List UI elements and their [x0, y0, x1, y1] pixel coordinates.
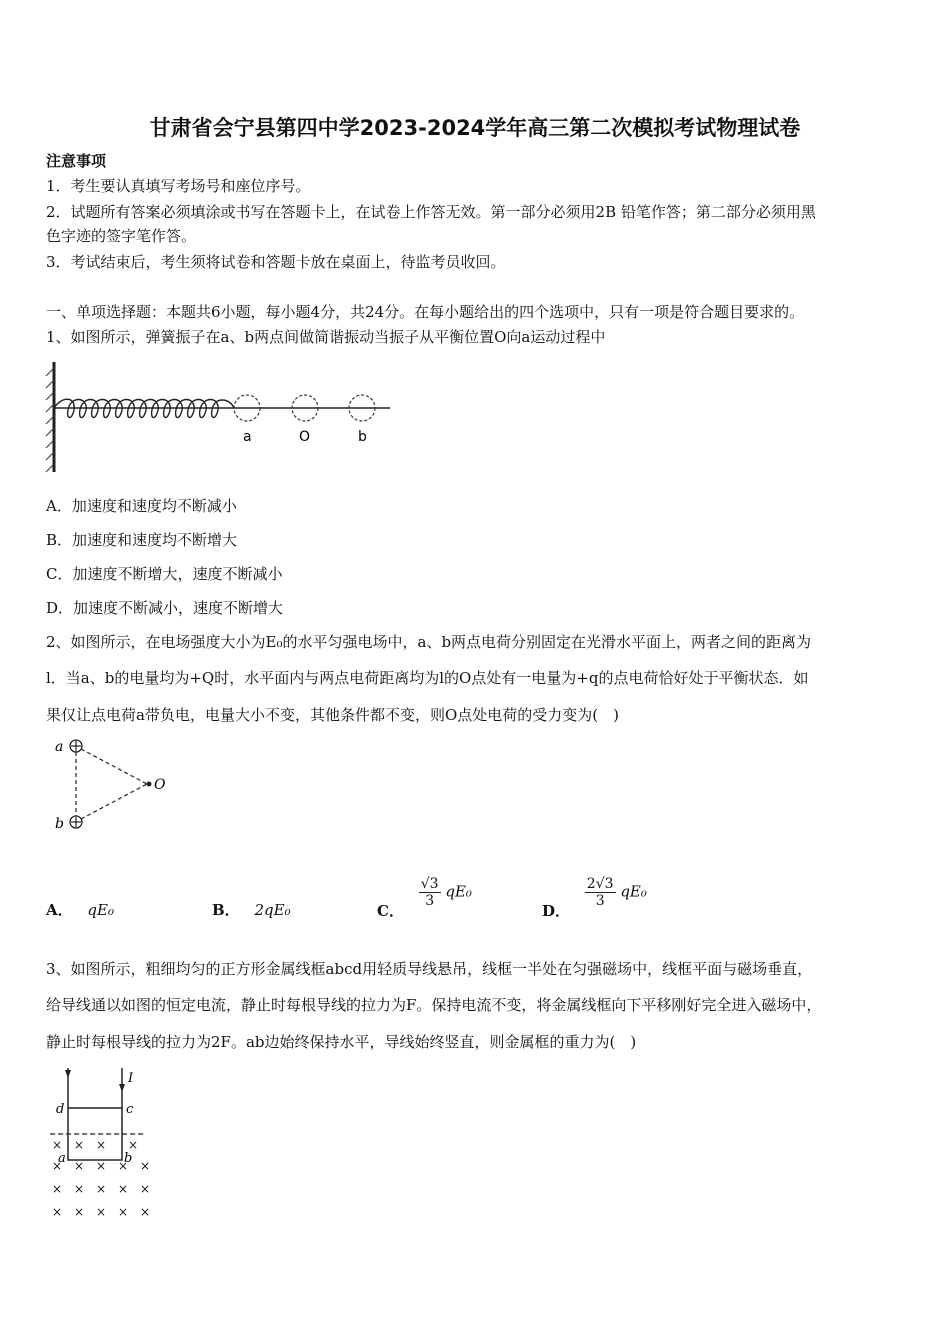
svg-text:×: × [118, 1182, 129, 1196]
spring-oscillator-figure [40, 358, 400, 478]
svg-text:×: × [96, 1182, 107, 1196]
label-b: b [55, 816, 64, 832]
section-heading: 一、单项选择题：本题共6小题，每小题4分，共24分。在每小题给出的四个选项中，只有一项是符合题目要求的。 [46, 303, 805, 321]
q2-stem-line2: l．当a、b的电量均为+Q时，水平面内与两点电荷距离均为l的O点处有一电量为+q的点电荷恰好处于平衡状态．如 [46, 669, 809, 687]
label-a: a [55, 739, 64, 755]
q1-option-a: A．加速度和速度均不断减小 [46, 497, 237, 515]
option-label: A． [46, 901, 73, 919]
svg-text:×: × [140, 1205, 151, 1219]
svg-text:×: × [52, 1138, 63, 1152]
q1-option-c: C．加速度不断增大，速度不断减小 [46, 565, 283, 583]
page-title: 甘肃省会宁县第四中学2023-2024学年高三第二次模拟考试物理试卷 [149, 116, 801, 140]
svg-text:×: × [118, 1159, 129, 1173]
svg-text:×: × [52, 1159, 63, 1173]
notice-item: 1．考生要认真填写考场号和座位序号。 [46, 177, 311, 195]
svg-text:×: × [96, 1138, 107, 1152]
option-label: B． [212, 901, 240, 919]
option-value: qE₀ [445, 882, 472, 901]
fraction-numerator: 2√3 [586, 876, 614, 892]
label-b: b [358, 429, 367, 445]
q2-stem-line3: 果仅让点电荷a带负电，电量大小不变，其他条件都不变，则O点处电荷的受力变为( ) [46, 706, 619, 724]
fraction-numerator: √3 [420, 876, 439, 892]
q2-option-b [212, 899, 291, 920]
q1-option-d: D．加速度不断减小，速度不断增大 [46, 599, 284, 617]
fraction-denominator: 3 [595, 893, 605, 909]
q2-option-d [542, 876, 647, 921]
option-value: qE₀ [87, 901, 114, 919]
option-value: qE₀ [620, 882, 647, 901]
fraction [585, 876, 616, 909]
svg-text:×: × [128, 1138, 139, 1152]
magnetic-field-crosses [52, 1138, 150, 1219]
fraction-denominator: 3 [425, 893, 435, 909]
svg-text:×: × [96, 1205, 107, 1219]
notice-item: 3．考试结束后，考生须将试卷和答题卡放在桌面上，待监考员收回。 [46, 253, 506, 271]
q3-stem-line3: 静止时每根导线的拉力为2F。ab边始终保持水平，导线始终竖直，则金属框的重力为( ) [46, 1033, 637, 1051]
q3-stem-line2: 给导线通以如图的恒定电流，静止时每根导线的拉力为F。保持电流不变，将金属线框向下平移刚好完全进入磁场中， [46, 996, 822, 1014]
svg-text:×: × [74, 1138, 85, 1152]
label-c: c [126, 1102, 134, 1117]
notice-heading: 注意事项 [46, 152, 107, 170]
svg-text:×: × [74, 1159, 85, 1173]
svg-text:×: × [74, 1182, 85, 1196]
label-a: a [58, 1151, 66, 1166]
label-o: O [299, 429, 311, 445]
fraction [419, 876, 441, 909]
label-a: a [243, 429, 252, 445]
label-b: b [124, 1151, 133, 1166]
option-label: C． [377, 902, 404, 920]
svg-text:×: × [140, 1159, 151, 1173]
wire-frame-figure [46, 1066, 166, 1226]
q3-stem-line1: 3、如图所示，粗细均匀的正方形金属线框abcd用轻质导线悬吊，线框一半处在匀强磁场中，线框平面与磁场垂直， [46, 960, 813, 978]
svg-text:×: × [52, 1205, 63, 1219]
q2-option-c [377, 876, 472, 921]
q1-option-b: B．加速度和速度均不断增大 [46, 531, 238, 549]
option-label: D． [542, 902, 571, 920]
svg-text:×: × [96, 1159, 107, 1173]
label-o: O [154, 777, 166, 793]
q1-stem: 1、如图所示，弹簧振子在a、b两点间做简谐振动当振子从平衡位置O向a运动过程中 [46, 328, 606, 346]
charge-triangle-figure [52, 734, 182, 834]
q2-option-a [46, 899, 114, 920]
svg-text:×: × [52, 1182, 63, 1196]
label-d: d [56, 1102, 65, 1117]
svg-text:×: × [74, 1205, 85, 1219]
option-value: 2qE₀ [254, 901, 291, 919]
notice-item: 色字迹的签字笔作答。 [46, 227, 197, 245]
svg-text:×: × [140, 1182, 151, 1196]
q2-stem-line1: 2、如图所示，在电场强度大小为E₀的水平匀强电场中，a、b两点电荷分别固定在光滑水平面上，两者之间的距离为 [46, 633, 812, 651]
svg-text:×: × [118, 1205, 129, 1219]
label-current: I [128, 1071, 134, 1086]
notice-item: 2．试题所有答案必须填涂或书写在答题卡上，在试卷上作答无效。第一部分必须用2B 铅笔作答；第二部分必须用黑 [46, 203, 816, 221]
